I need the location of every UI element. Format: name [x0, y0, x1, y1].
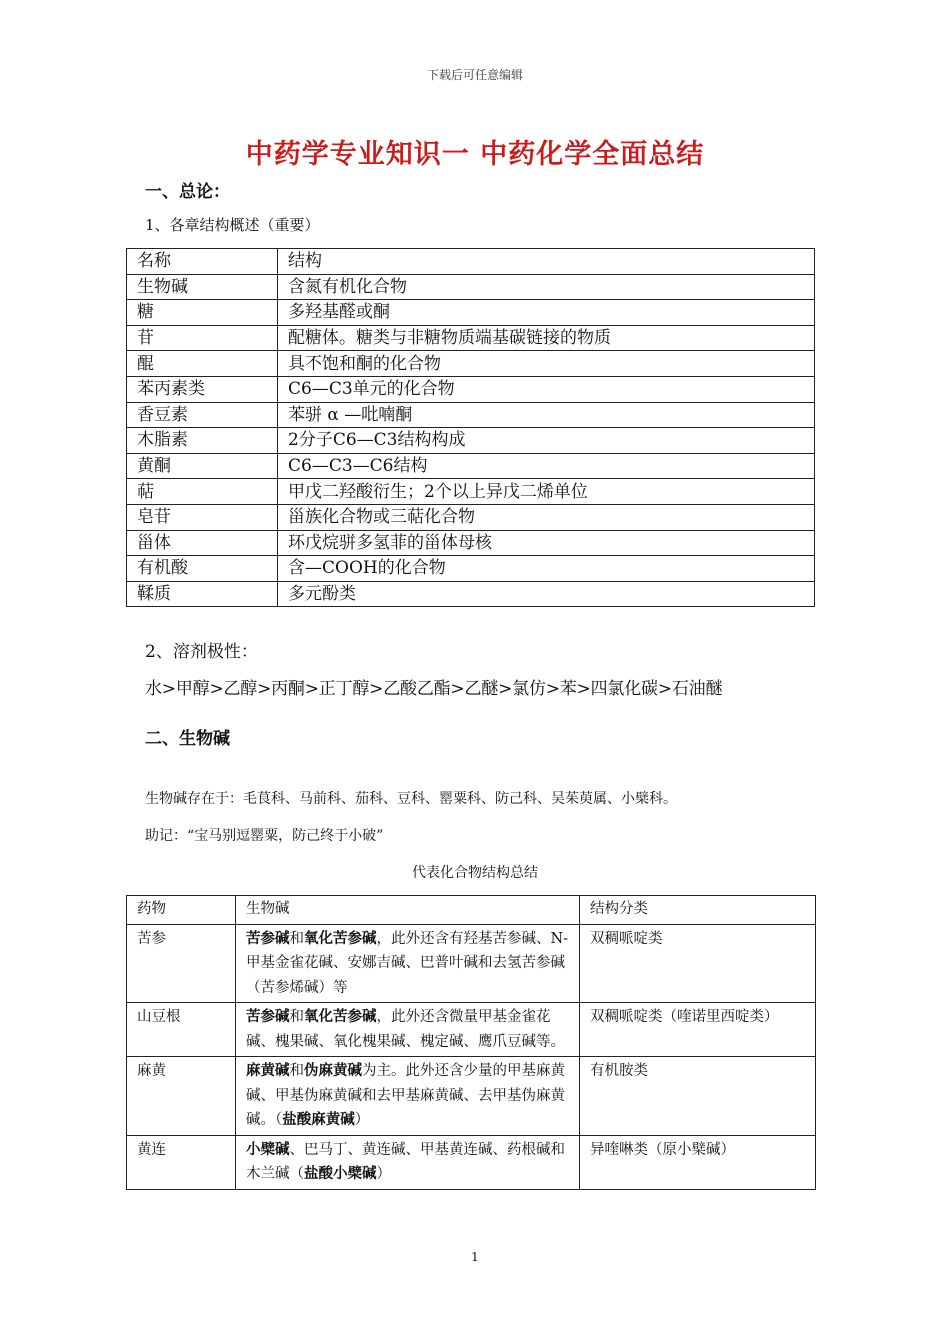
- alkaloid-text: 和: [289, 1009, 304, 1025]
- table-header-row: [127, 249, 815, 275]
- key-alkaloid: 小檗碱: [246, 1140, 290, 1158]
- table-row: [127, 351, 815, 377]
- alkaloid-text: 为主。此外还含少量的甲基麻黄碱、甲基伪麻黄碱和去甲基麻黄碱、去甲基伪麻黄碱。（: [246, 1063, 565, 1128]
- cell-alkaloids: [236, 1057, 580, 1136]
- table-row: [127, 1003, 816, 1057]
- alkaloid-text: ）: [354, 1112, 370, 1128]
- key-alkaloid: 盐酸麻黄碱: [282, 1111, 355, 1128]
- representative-compounds-table: [126, 895, 816, 1190]
- table-row: [127, 556, 815, 582]
- mnemonic-text: 助记：“宝马别逗罂粟，防己终于小破”: [145, 828, 384, 844]
- cell-name: 香豆素: [127, 402, 278, 428]
- table-row: [127, 479, 815, 505]
- key-alkaloid: 伪麻黄碱: [304, 1062, 362, 1079]
- table-row: [127, 325, 815, 351]
- cell-structure: 多元酚类: [278, 581, 815, 607]
- cell-drug: 山豆根: [127, 1003, 236, 1057]
- header-structure: 结构: [278, 249, 815, 275]
- key-alkaloid: 麻黄碱: [246, 1062, 290, 1079]
- cell-name: 鞣质: [127, 581, 278, 607]
- table-row: [127, 453, 815, 479]
- structure-overview-table: [126, 248, 815, 607]
- cell-name: 糖: [127, 300, 278, 326]
- table-row: [127, 300, 815, 326]
- alkaloid-text: ，此外还含有羟基苦参碱、N-甲基金雀花碱、安娜吉碱、巴普叶碱和去氢苦参碱（苦参烯碱）等: [246, 930, 569, 996]
- cell-name: 木脂素: [127, 428, 278, 454]
- table-row: [127, 581, 815, 607]
- cell-name: 甾体: [127, 530, 278, 556]
- alkaloid-text: 、巴马丁、黄连碱、甲基黄连碱、药根碱和木兰碱（: [246, 1141, 565, 1182]
- cell-name: 生物碱: [127, 274, 278, 300]
- cell-structure: C6—C3单元的化合物: [278, 376, 815, 402]
- cell-structure: 具不饱和酮的化合物: [278, 351, 815, 377]
- table-row: [127, 504, 815, 530]
- cell-structure: 2分子C6—C3结构构成: [278, 428, 815, 454]
- cell-structure: 含—COOH的化合物: [278, 556, 815, 582]
- cell-structure: 多羟基醛或酮: [278, 300, 815, 326]
- header-drug: 药物: [127, 896, 236, 925]
- alkaloid-text: ）: [376, 1166, 391, 1182]
- cell-name: 苯丙素类: [127, 376, 278, 402]
- cell-name: 黄酮: [127, 453, 278, 479]
- subheading-structure-overview: 1、各章结构概述（重要）: [145, 216, 320, 234]
- section-heading-alkaloids: 二、生物碱: [145, 729, 230, 749]
- cell-structure: 甲戊二羟酸衍生；2个以上异戊二烯单位: [278, 479, 815, 505]
- cell-name: 皂苷: [127, 504, 278, 530]
- table-row: [127, 402, 815, 428]
- cell-structure-class: 异喹啉类（原小檗碱）: [580, 1135, 816, 1189]
- alkaloid-occurrence-text: 生物碱存在于：毛茛科、马前科、茄科、豆科、罂粟科、防己科、吴茱萸属、小檗科。: [145, 791, 677, 807]
- solvent-polarity-order: 水>甲醇>乙醇>丙酮>正丁醇>乙酸乙酯>乙醚>氯仿>苯>四氯化碳>石油醚: [145, 679, 723, 699]
- cell-structure-class: 有机胺类: [580, 1057, 816, 1136]
- table-row: [127, 428, 815, 454]
- document-title: 中药学专业知识一 中药化学全面总结: [245, 139, 705, 170]
- table-header-row: [127, 896, 816, 925]
- header-alkaloid: 生物碱: [236, 896, 580, 925]
- section-heading-general: 一、总论：: [145, 182, 230, 202]
- cell-alkaloids: [236, 924, 580, 1003]
- cell-alkaloids: [236, 1003, 580, 1057]
- cell-alkaloids: [236, 1135, 580, 1189]
- cell-name: 苷: [127, 325, 278, 351]
- cell-name: 醌: [127, 351, 278, 377]
- key-alkaloid: 苦参碱: [246, 1008, 290, 1025]
- key-alkaloid: 氧化苦参碱: [304, 1008, 377, 1025]
- header-class: 结构分类: [580, 896, 816, 925]
- table-row: [127, 274, 815, 300]
- cell-structure: 苯骈 α —吡喃酮: [278, 402, 815, 428]
- cell-structure-class: 双稠哌啶类（喹诺里西啶类）: [580, 1003, 816, 1057]
- cell-structure: 配糖体。糖类与非糖物质端基碳链接的物质: [278, 325, 815, 351]
- key-alkaloid: 氧化苦参碱: [304, 929, 377, 947]
- key-alkaloid: 盐酸小檗碱: [304, 1165, 377, 1182]
- cell-name: 有机酸: [127, 556, 278, 582]
- alkaloid-text: 和: [289, 1063, 304, 1079]
- table-row: [127, 924, 816, 1003]
- compound-table-title: 代表化合物结构总结: [412, 865, 538, 881]
- alkaloid-text: 和: [289, 930, 304, 947]
- cell-drug: 黄连: [127, 1135, 236, 1189]
- cell-structure: 含氮有机化合物: [278, 274, 815, 300]
- table-row: [127, 1135, 816, 1189]
- header-name: 名称: [127, 249, 278, 275]
- key-alkaloid: 苦参碱: [246, 929, 290, 947]
- cell-structure-class: 双稠哌啶类: [580, 924, 816, 1003]
- alkaloid-text: ，此外还含微量甲基金雀花碱、槐果碱、氧化槐果碱、槐定碱、鹰爪豆碱等。: [246, 1009, 565, 1050]
- page-header-note: 下载后可任意编辑: [426, 68, 523, 82]
- cell-structure: 环戊烷骈多氢菲的甾体母核: [278, 530, 815, 556]
- table-row: [127, 1057, 816, 1136]
- cell-structure: 甾族化合物或三萜化合物: [278, 504, 815, 530]
- page-number: 1: [471, 1250, 479, 1264]
- cell-structure: C6—C3—C6结构: [278, 453, 815, 479]
- cell-name: 萜: [127, 479, 278, 505]
- table-row: [127, 376, 815, 402]
- subheading-solvent-polarity: 2、溶剂极性：: [145, 642, 258, 662]
- cell-drug: 苦参: [127, 924, 236, 1003]
- cell-drug: 麻黄: [127, 1057, 236, 1136]
- table-row: [127, 530, 815, 556]
